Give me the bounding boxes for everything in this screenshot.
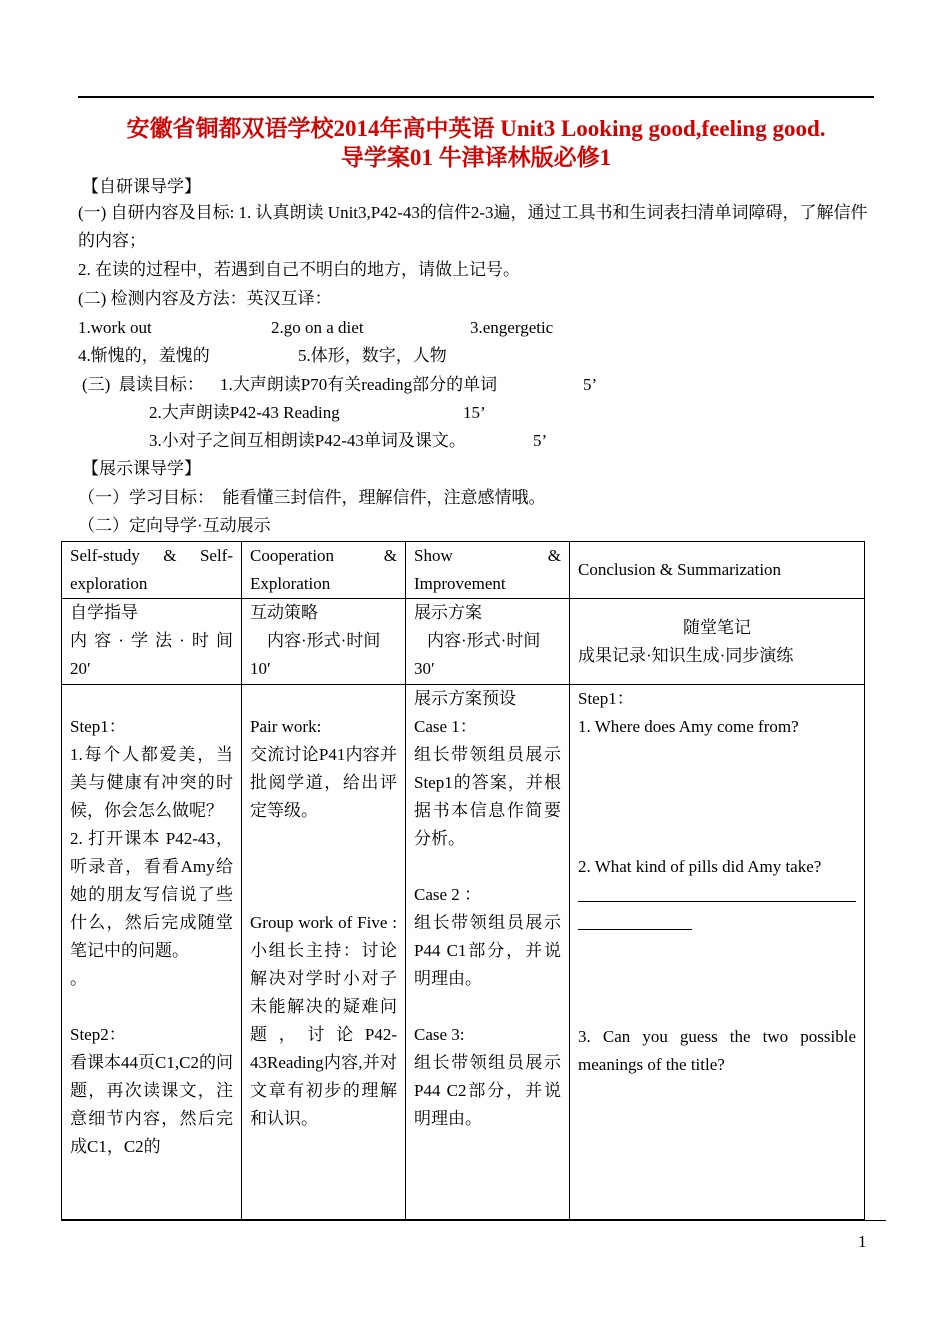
learning-goal-line: （一）学习目标： 能看懂三封信件，理解信件，注意感情哦。 (78, 488, 546, 507)
subheader-content: 内容·形式·时间 (267, 631, 381, 650)
table-body-row (62, 685, 865, 1220)
vocab-item: 5.体形，数字，人物 (298, 346, 447, 365)
pair-work-label: Pair work: (250, 717, 322, 736)
answer-blank[interactable] (578, 911, 692, 930)
subheader-content: 内容·形式·时间 (427, 631, 541, 650)
subheader-time: 30′ (414, 659, 435, 678)
show-cell (406, 685, 570, 1220)
task-text: 1.每个人都爱美，当美与健康有冲突的时候，你会怎么做呢？ (70, 745, 233, 820)
pair-work-text: 交流讨论P41内容并批阅学道，给出评定等级。 (250, 745, 397, 820)
case-label: Case 1： (414, 717, 477, 736)
case-text: 组长带领组员展示P44 C1部分，并说明理由。 (414, 913, 561, 988)
header-show: Show & Improvement (406, 542, 570, 599)
plan-label: 展示方案预设 (414, 689, 516, 708)
case-text: 组长带领组员展示Step1的答案，并根据书本信息作简要分析。 (414, 745, 561, 848)
subheader-cell (570, 599, 865, 685)
header-cooperation: Cooperation & Exploration (242, 542, 406, 599)
vocab-item: 2.go on a diet (271, 318, 364, 337)
step-label: Step1： (70, 717, 126, 736)
subheader-title: 随堂笔记 (683, 617, 751, 637)
reading-goal-item: 3.小对子之间互相朗读P42-43单词及课文。 (149, 431, 466, 450)
page-number: 1 (858, 1232, 867, 1251)
question: 3. Can you guess the two possible meanings of the title? (578, 1027, 856, 1074)
reading-goal-item: 2.大声朗读P42-43 Reading (149, 403, 340, 422)
case-label: Case 2 ： (414, 885, 482, 904)
cooperation-cell (242, 685, 406, 1220)
vocab-item: 3.engergetic (470, 318, 554, 337)
case-label: Case 3: (414, 1025, 465, 1044)
task-text: 看课本44页C1,C2的问题，再次读课文，注意细节内容，然后完成C1，C2的 (70, 1053, 233, 1156)
subheader-cell (406, 599, 570, 685)
header-self-study: Self-study & Self-exploration (62, 542, 242, 599)
task-text: 。 (70, 969, 87, 988)
reading-goal-time: 5’ (583, 375, 598, 394)
reading-goal-time: 15’ (463, 403, 486, 422)
reading-goal-label: (三) 晨读目标： (82, 375, 204, 394)
subheader-title: 自学指导 (70, 603, 138, 622)
reading-goal-item: 1.大声朗读P70有关reading部分的单词 (220, 375, 498, 394)
reading-goal-time: 5’ (533, 431, 548, 450)
guided-display-line: （二）定向导学·互动展示 (78, 516, 271, 535)
header-conclusion: Conclusion & Summarization (570, 542, 865, 599)
table-subheader-row (62, 599, 865, 685)
question: 1. Where does Amy come from? (578, 717, 799, 736)
answer-blank[interactable] (578, 883, 856, 902)
self-study-cell (62, 685, 242, 1220)
subheader-time: 10′ (250, 659, 271, 678)
section-heading-self-study: 【自研课导学】 (82, 177, 201, 196)
question: 2. What kind of pills did Amy take? (578, 857, 822, 876)
self-study-goal-paragraph: (一) 自研内容及目标: 1. 认真朗读 Unit3,P42-43的信件2-3遍，通过工具书和生词表扫清单词障碍，了解信件的内容； (78, 203, 868, 250)
subheader-time: 20′ (70, 659, 91, 678)
group-work-label: Group work of Five : (250, 913, 397, 932)
document-title-line1: 安徽省铜都双语学校2014年高中英语 Unit3 Looking good,feeling good. (126, 116, 826, 141)
subheader-title: 互动策略 (250, 603, 318, 622)
table-header-row (62, 542, 865, 599)
test-method-line: (二) 检测内容及方法：英汉互译： (78, 289, 332, 308)
group-work-text: 小组长主持：讨论解决对学时小对子未能解决的疑难问题，讨论P42-43Reading内容,并对文章有初步的理解和认识。 (250, 941, 397, 1128)
learning-plan-table (61, 541, 865, 1220)
vocab-item: 4.惭愧的，羞愧的 (78, 346, 210, 365)
subheader-title: 展示方案 (414, 603, 482, 622)
document-title-line2: 导学案01 牛津译林版必修1 (340, 145, 612, 170)
step-label: Step1： (578, 689, 634, 708)
self-study-goal-2: 2. 在读的过程中，若遇到自己不明白的地方，请做上记号。 (78, 260, 520, 279)
header-rule (78, 96, 874, 98)
subheader-content: 内容·学法·时间 (70, 631, 233, 650)
subheader-cell (62, 599, 242, 685)
subheader-content: 成果记录·知识生成·同步演练 (578, 645, 794, 665)
task-text: 2. 打开课本 P42-43，听录音，看看Amy给她的朋友写信说了些什么，然后完成随堂笔记中的问题。 (70, 829, 233, 960)
section-heading-show: 【展示课导学】 (82, 459, 201, 478)
notes-cell (570, 685, 865, 1220)
step-label: Step2： (70, 1025, 126, 1044)
subheader-cell (242, 599, 406, 685)
case-text: 组长带领组员展示P44 C2部分，并说明理由。 (414, 1053, 561, 1128)
vocab-item: 1.work out (78, 318, 152, 337)
footer-rule (61, 1220, 886, 1221)
